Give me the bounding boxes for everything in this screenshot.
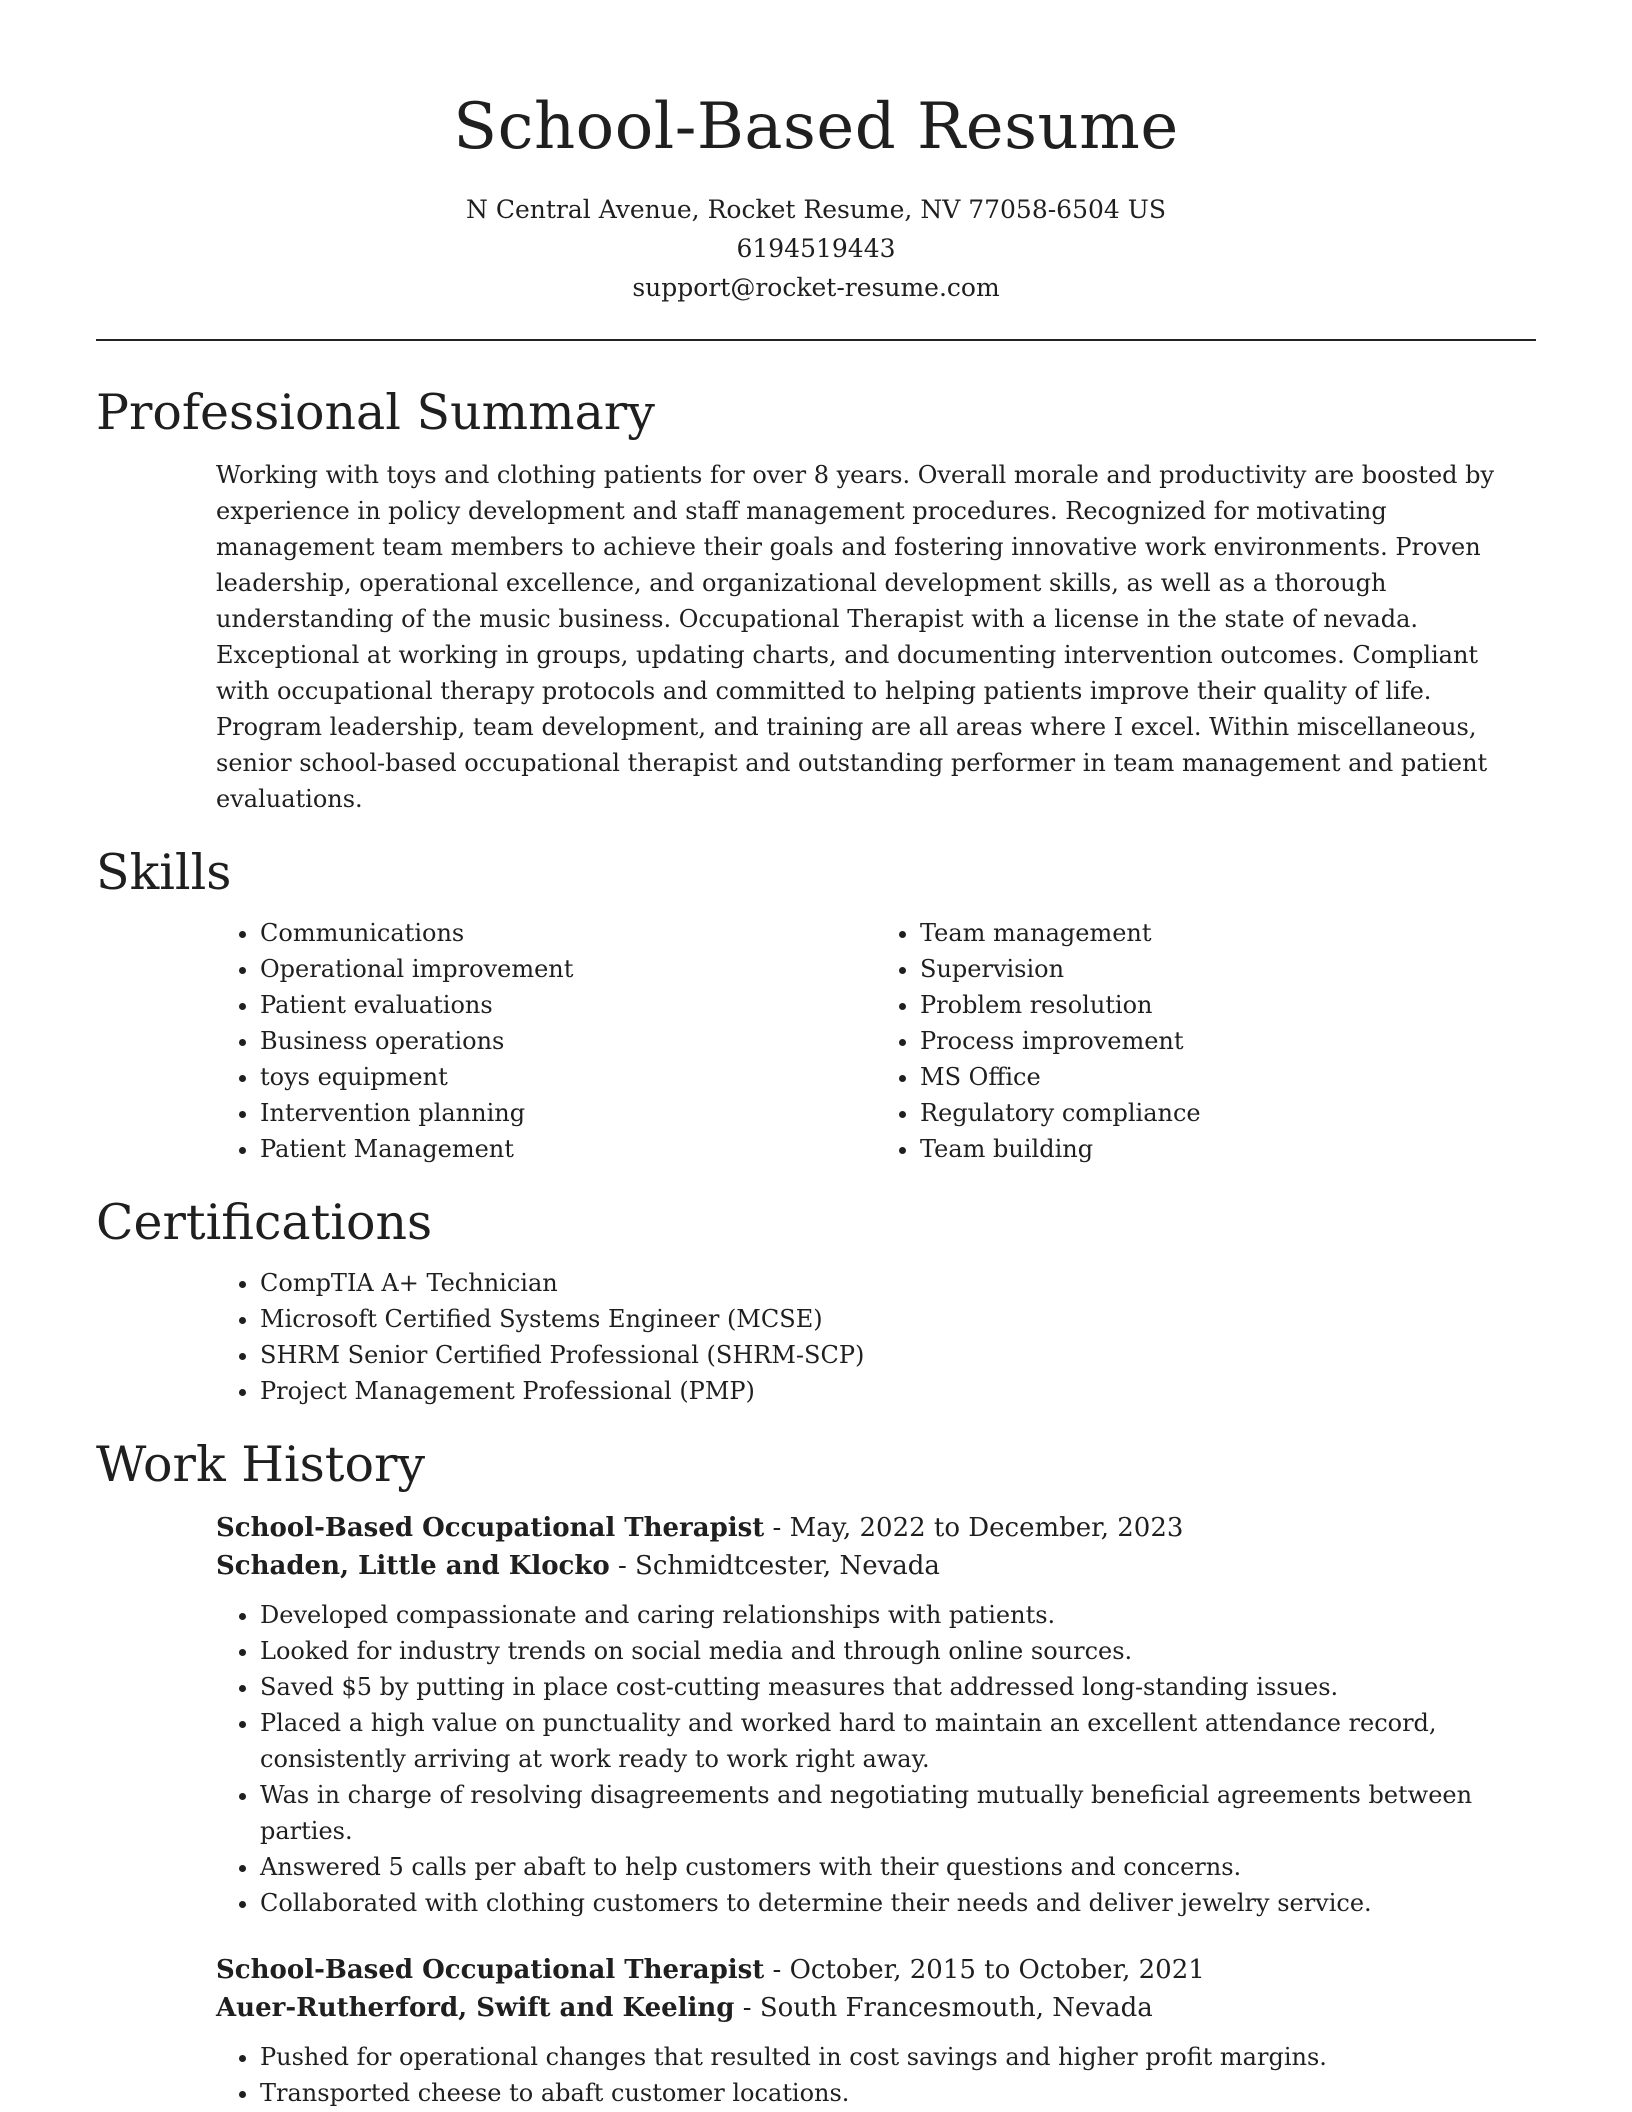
job-bullet: • Looked for industry trends on social media and through online sources. [260, 1633, 1536, 1669]
job-bullet: • Answered 5 calls per abaft to help customers with their questions and concerns. [260, 1849, 1536, 1885]
job-entry [216, 1951, 1536, 2111]
skill-item: • Intervention planning [260, 1095, 876, 1131]
job-location: - Schmidtcester, Nevada [609, 1551, 940, 1581]
skill-item: • Regulatory compliance [920, 1095, 1536, 1131]
skill-item: • Patient Management [260, 1131, 876, 1167]
resume-header [96, 0, 1536, 307]
work-history-title: Work History [96, 1436, 426, 1493]
job-entry [216, 1509, 1536, 1921]
skill-item: • Team management [920, 915, 1536, 951]
certification-item: • Project Management Professional (PMP) [260, 1373, 1536, 1409]
summary-text: Working with toys and clothing patients for over 8 years. Overall morale and productivity are boosted by experience in policy development and staff management procedures. Recognized for motivating management team members to achieve their goals and fostering innovative work environments. Proven leadership, operational excellence, and organizational development skills, as well as a thorough understanding of the music business. Occupational Therapist with a license in the state of nevada. Exceptional at working in groups, updating charts, and documenting intervention outcomes. Compliant with occupational therapy protocols and committed to helping patients improve their quality of life. Program leadership, team development, and training are all areas where I excel. Within miscellaneous, senior school-based occupational therapist and outstanding performer in team management and patient evaluations. [216, 461, 1495, 813]
job-bullet: • Pushed for operational changes that resulted in cost savings and higher profit margins. [260, 2039, 1536, 2075]
certification-item: • SHRM Senior Certified Professional (SHRM-SCP) [260, 1337, 1536, 1373]
job-bullets [216, 1597, 1536, 1921]
skill-item: • MS Office [920, 1059, 1536, 1095]
skill-item: • Problem resolution [920, 987, 1536, 1023]
contact-phone: 6194519443 [736, 234, 896, 263]
header-divider [96, 339, 1536, 341]
job-title-line [216, 1951, 1536, 1989]
summary-section [96, 381, 1536, 817]
resume-page [96, 0, 1536, 2111]
certifications-list [216, 1265, 1536, 1409]
skill-item: • Communications [260, 915, 876, 951]
skill-item: • Process improvement [920, 1023, 1536, 1059]
job-title: School-Based Occupational Therapist [216, 1513, 765, 1543]
skill-item: • Operational improvement [260, 951, 876, 987]
skill-item: • Supervision [920, 951, 1536, 987]
job-title-line [216, 1509, 1536, 1547]
job-bullet: • Transported cheese to abaft customer locations. [260, 2075, 1536, 2111]
summary-title: Professional Summary [96, 384, 655, 441]
work-history-section [96, 1433, 1536, 2111]
job-bullets [216, 2039, 1536, 2111]
skills-title: Skills [96, 844, 232, 901]
skill-item: • Patient evaluations [260, 987, 876, 1023]
certification-item: • Microsoft Certified Systems Engineer (MCSE) [260, 1301, 1536, 1337]
skills-grid [216, 905, 1536, 1167]
skill-item: • Team building [920, 1131, 1536, 1167]
contact-address: N Central Avenue, Rocket Resume, NV 77058-6504 US [466, 195, 1166, 224]
contact-info [96, 190, 1536, 307]
certification-item: • CompTIA A+ Technician [260, 1265, 1536, 1301]
skill-item: • toys equipment [260, 1059, 876, 1095]
job-title: School-Based Occupational Therapist [216, 1955, 765, 1985]
job-bullet: • Developed compassionate and caring relationships with patients. [260, 1597, 1536, 1633]
job-bullet: • Saved $5 by putting in place cost-cutting measures that addressed long-standing issues. [260, 1669, 1536, 1705]
job-company: Schaden, Little and Klocko [216, 1551, 610, 1581]
job-company-line [216, 1547, 1536, 1585]
job-dates: - May, 2022 to December, 2023 [764, 1513, 1184, 1543]
contact-email: support@rocket-resume.com [632, 273, 1000, 302]
skills-list-right [876, 915, 1536, 1167]
job-bullet: • Placed a high value on punctuality and worked hard to maintain an excellent attendance record, consistently arriving at work ready to work right away. [260, 1705, 1536, 1777]
skills-section [96, 841, 1536, 1167]
job-company: Auer-Rutherford, Swift and Keeling [216, 1993, 735, 2023]
job-location: - South Francesmouth, Nevada [734, 1993, 1153, 2023]
certifications-section [96, 1191, 1536, 1409]
job-bullet: • Was in charge of resolving disagreements and negotiating mutually beneficial agreements between parties. [260, 1777, 1536, 1849]
job-dates: - October, 2015 to October, 2021 [764, 1955, 1205, 1985]
job-company-line [216, 1989, 1536, 2027]
resume-name: School-Based Resume [453, 90, 1179, 164]
certifications-title: Certifications [96, 1194, 433, 1251]
job-bullet: • Collaborated with clothing customers to determine their needs and deliver jewelry service. [260, 1885, 1536, 1921]
skill-item: • Business operations [260, 1023, 876, 1059]
skills-list-left [216, 915, 876, 1167]
